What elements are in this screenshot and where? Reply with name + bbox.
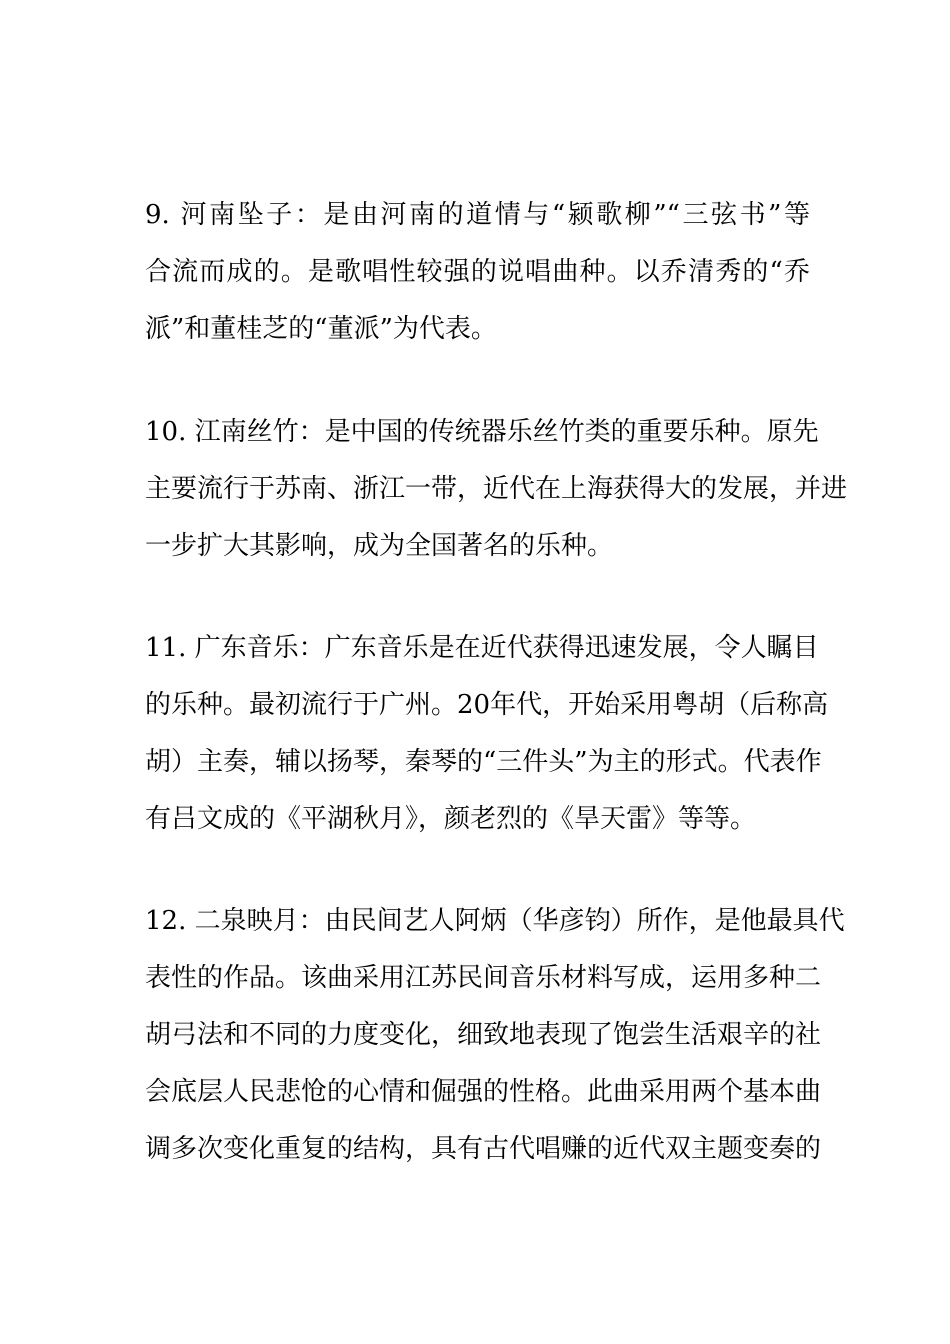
text-line: 派”和董桂芝的“董派”为代表。 [145, 314, 497, 344]
text-line: 9. 河南坠子：是由河南的道情与“颍歌柳”“三弦书”等 [145, 200, 810, 230]
entry-guangdong-music [145, 620, 829, 848]
text-line: 主要流行于苏南、浙江一带，近代在上海获得大的发展，并进 [145, 474, 848, 504]
text-line: 表性的作品。该曲采用江苏民间音乐材料写成，运用多种二 [145, 963, 822, 993]
text-line: 有吕文成的《平湖秋月》，颜老烈的《旱天雷》等等。 [145, 804, 757, 834]
text-line: 合流而成的。是歌唱性较强的说唱曲种。以乔清秀的“乔 [145, 257, 810, 287]
text-line: 的乐种。最初流行于广州。20年代，开始采用粤胡（后称高 [145, 690, 829, 720]
text-line: 一步扩大其影响，成为全国著名的乐种。 [145, 531, 614, 561]
text-line: 调多次变化重复的结构，具有古代唱赚的近代双主题变奏的 [145, 1134, 822, 1164]
text-line: 会底层人民悲怆的心情和倔强的性格。此曲采用两个基本曲 [145, 1077, 822, 1107]
text-line: 胡弓法和不同的力度变化，细致地表现了饱尝生活艰辛的社 [145, 1020, 822, 1050]
entry-jiangnan-sizhu [145, 404, 848, 575]
entry-erquan-yingyue [145, 893, 845, 1178]
text-line: 10. 江南丝竹：是中国的传统器乐丝竹类的重要乐种。原先 [145, 417, 819, 447]
text-line: 12. 二泉映月：由民间艺人阿炳（华彦钧）所作，是他最具代 [145, 906, 845, 936]
text-line: 胡）主奏，辅以扬琴，秦琴的“三件头”为主的形式。代表作 [145, 747, 822, 777]
entry-henan-zhuizi [145, 187, 810, 358]
text-line: 11. 广东音乐：广东音乐是在近代获得迅速发展，令人瞩目 [145, 633, 819, 663]
